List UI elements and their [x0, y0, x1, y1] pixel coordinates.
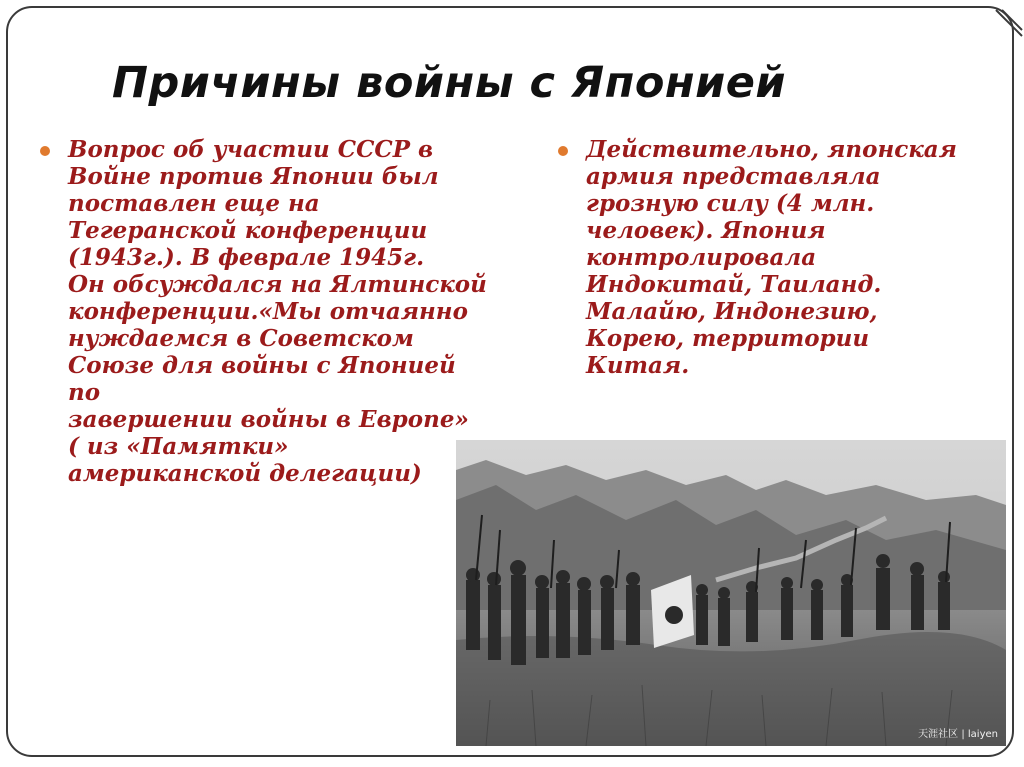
slide-title: Причины войны с Японией	[112, 58, 787, 108]
left-bullet-text: Вопрос об участии СССР в Войне против Японии был поставлен еще на Тегеранской конференции (1943г.). В феврале 1945г. Он обсуждался на Ялтинской конференции.«Мы отчаянно нуждаемся в Советском Союзе для войны с Японией по завершении войны в Европе» ( из «Памятки» американской делегации)	[68, 136, 487, 487]
bullet-dot-icon	[40, 146, 50, 156]
corner-fold-decoration	[994, 8, 1024, 38]
right-column	[558, 136, 978, 379]
bullet-dot-icon	[558, 146, 568, 156]
historical-photo	[456, 440, 1006, 746]
right-bullet-text: Действительно, японская армия представляла грозную силу (4 млн. человек). Япония контролировала Индокитай, Таиланд. Малайю, Индонезию, Корею, территории Китая.	[586, 136, 957, 379]
photo-watermark: 天涯社区 | laiyen	[918, 729, 998, 740]
left-column	[40, 136, 490, 487]
soldiers-photo-illustration	[456, 440, 1006, 746]
bullet-item-right	[558, 136, 978, 379]
bullet-item-left	[40, 136, 490, 487]
